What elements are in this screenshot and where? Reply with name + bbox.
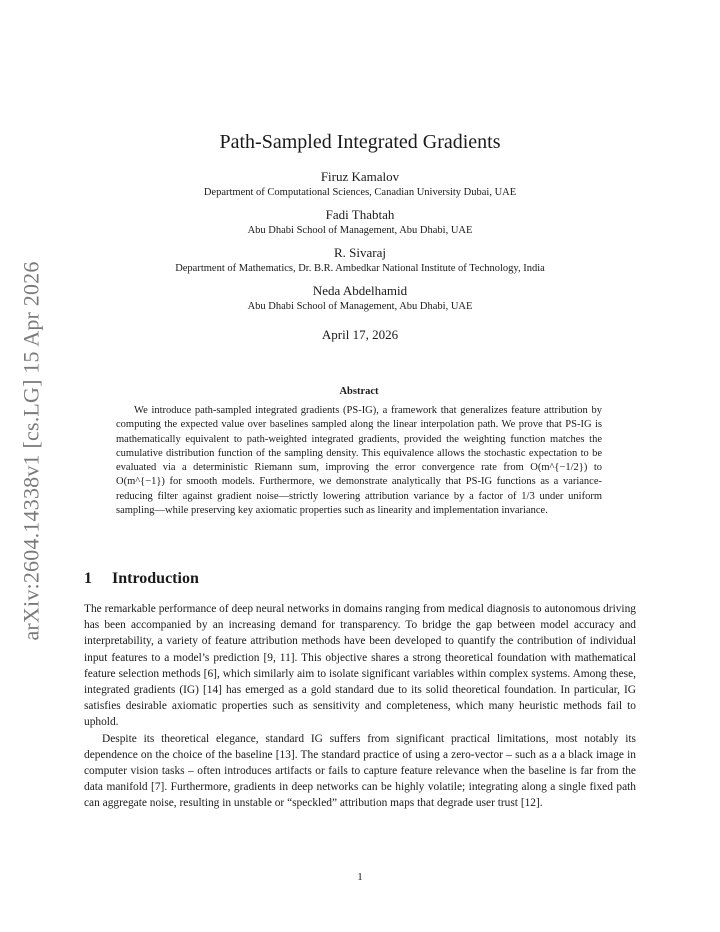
author-affiliation: Department of Mathematics, Dr. B.R. Ambedkar National Institute of Technology, India	[175, 263, 545, 274]
arxiv-identifier-text: arXiv:2604.14338v1 [cs.LG] 15 Apr 2026	[19, 261, 45, 641]
author-name: Neda Abdelhamid	[312, 283, 408, 298]
body-paragraph: The remarkable performance of deep neural networks in domains ranging from medical diagnosis to autonomous driving has been accompanied by an increasing demand for transparency. To bridge the gap between model accuracy and interpretability, a variety of feature attribution methods have been developed to quantify the contribution of individual input features to a model’s prediction [9, 11]. This objective shares a strong theoretical foundation with mathematical feature selection methods [6], which similarly aim to isolate significant variables within complex systems. Among these, integrated gradients (IG) [14] has emerged as a gold standard due to its solid theoretical foundation. In particular, IG satisfies desirable axiomatic properties such as sensitivity and completeness, which many heuristic methods fail to uphold.	[84, 603, 636, 729]
author-entry	[84, 282, 636, 314]
section-heading	[84, 568, 199, 590]
section-number: 1	[84, 570, 92, 587]
section-title: Introduction	[112, 570, 199, 587]
page-number: 1	[357, 871, 363, 883]
author-entry	[84, 244, 636, 276]
section-body	[84, 601, 636, 812]
author-affiliation: Abu Dhabi School of Management, Abu Dhabi, UAE	[247, 225, 473, 236]
abstract-text: We introduce path-sampled integrated gradients (PS-IG), a framework that generalizes feature attribution by computing the expected value over baselines sampled along the linear interpolation path. We prove that PS-IG is mathematically equivalent to path-weighted integrated gradients, provided the weighting function matches the cumulative distribution function of the sampling density. This equivalence allows the stochastic expectation to be evaluated via a deterministic Riemann sum, improving the error convergence rate from O(m^{−1/2}) to O(m^{−1}) for smooth models. Furthermore, we demonstrate analytically that PS-IG functions as a variance-reducing filter against gradient noise—strictly lowering attribution variance by a factor of 1/3 under uniform sampling—while preserving key axiomatic properties such as linearity and implementation invariance.	[116, 405, 602, 517]
publication-date: April 17, 2026	[321, 327, 399, 342]
author-name: R. Sivaraj	[334, 245, 386, 260]
author-affiliation: Department of Computational Sciences, Canadian University Dubai, UAE	[203, 187, 517, 198]
arxiv-identifier	[10, 262, 54, 640]
abstract-heading: Abstract	[339, 386, 379, 397]
title-block	[84, 126, 636, 344]
body-paragraph: Despite its theoretical elegance, standard IG suffers from significant practical limitations, most notably its dependence on the choice of the baseline [13]. The standard practice of using a zero-vector – such as a a black image in computer vision tasks – often introduces artifacts or fails to capture feature relevance when the baseline is far from the data manifold [7]. Furthermore, gradients in deep networks can be highly volatile; integrating along a single fixed path can aggregate noise, resulting in unstable or “speckled” attribution maps that degrade user trust [12].	[84, 732, 636, 810]
author-entry	[84, 168, 636, 200]
author-list	[84, 168, 636, 314]
author-entry	[84, 206, 636, 238]
author-name: Fadi Thabtah	[325, 207, 395, 222]
abstract	[116, 384, 602, 518]
author-name: Firuz Kamalov	[320, 169, 400, 184]
paper-title: Path-Sampled Integrated Gradients	[219, 131, 501, 153]
author-affiliation: Abu Dhabi School of Management, Abu Dhabi, UAE	[247, 301, 473, 312]
